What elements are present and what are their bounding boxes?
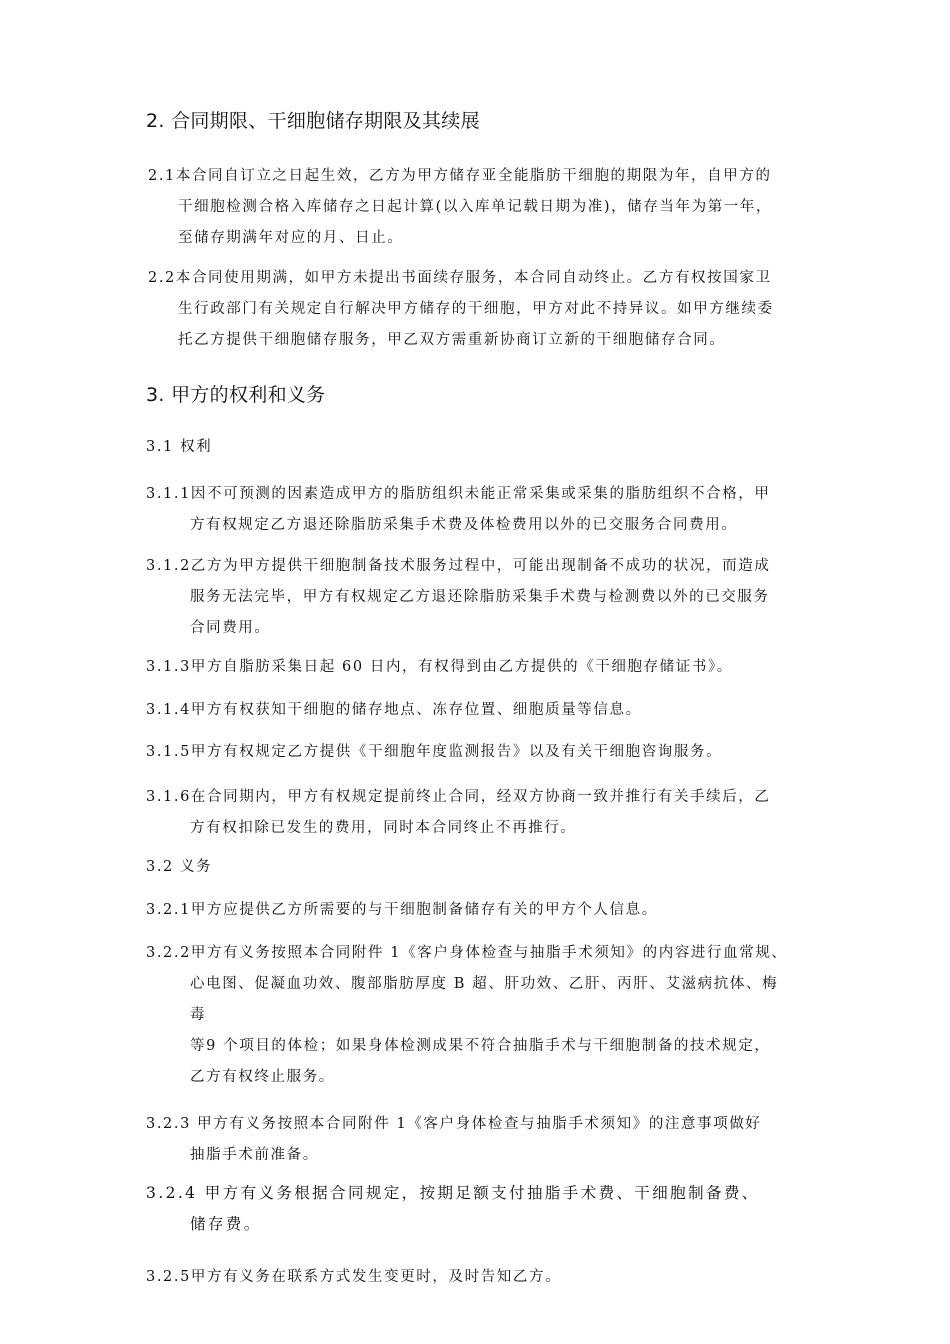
section-3-heading: 3. 甲方的权利和义务	[146, 384, 326, 406]
clause-3-2-2-line-5: 乙方有权终止服务。	[190, 1069, 335, 1085]
clause-2-2-line-2: 生行政部门有关规定自行解决甲方储存的干细胞，甲方对此不持异议。如甲方继续委	[178, 301, 774, 317]
clause-3-2-1: 3.2.1甲方应提供乙方所需要的与干细胞制备储存有关的甲方个人信息。	[146, 902, 658, 918]
clause-3-1-3: 3.1.3甲方自脂肪采集日起 60 日内，有权得到由乙方提供的《干细胞存储证书》。	[146, 659, 733, 675]
clause-3-2-2-line-4: 等9 个项目的体检；如果身体检测成果不符合抽脂手术与干细胞制备的技术规定，	[190, 1038, 771, 1054]
clause-3-1-2	[146, 551, 771, 644]
clause-3-1-6-line-2: 方有权扣除已发生的费用，同时本合同终止不再推行。	[190, 820, 577, 836]
clause-3-2-4-line-2: 储存费。	[190, 1215, 262, 1233]
clause-2-1	[148, 161, 772, 254]
section-2-heading: 2. 合同期限、干细胞储存期限及其续展	[146, 110, 480, 132]
clause-3-1-5: 3.1.5甲方有权规定乙方提供《干细胞年度监测报告》以及有关干细胞咨询服务。	[146, 744, 723, 760]
clause-2-2	[148, 263, 774, 356]
clause-2-2-line-1: 2.2本合同使用期满，如甲方未提出书面续存服务，本合同自动终止。乙方有权按国家卫	[148, 270, 772, 286]
clause-3-2-4	[146, 1178, 760, 1240]
clause-3-1-4: 3.1.4甲方有权获知干细胞的储存地点、冻存位置、细胞质量等信息。	[146, 702, 642, 718]
clause-3-1-1-line-1: 3.1.1因不可预测的因素造成甲方的脂肪组织未能正常采集或采集的脂肪组织不合格，甲	[146, 486, 771, 502]
clause-3-1-1-line-2: 方有权规定乙方退还除脂肪采集手术费及体检费用以外的已交服务合同费用。	[190, 517, 738, 533]
clause-3-2-4-line-1: 3.2.4 甲方有义务根据合同规定，按期足额支付抽脂手术费、干细胞制备费、	[146, 1184, 760, 1202]
clause-3-2-2-line-3: 毒	[190, 1007, 207, 1023]
clause-3-1-2-line-3: 合同费用。	[190, 620, 271, 636]
clause-3-1-6	[146, 782, 771, 844]
clause-3-2-5: 3.2.5甲方有义务在联系方式发生变更时，及时告知乙方。	[146, 1269, 562, 1285]
clause-2-2-line-3: 托乙方提供干细胞储存服务，甲乙双方需重新协商订立新的干细胞储存合同。	[178, 332, 726, 348]
clause-2-1-line-1: 2.1本合同自订立之日起生效，乙方为甲方储存亚全能脂肪干细胞的期限为年，自甲方的	[148, 168, 772, 184]
clause-3-2-2-line-1: 3.2.2甲方有义务按照本合同附件 1《客户身体检查与抽脂手术须知》的内容进行血常规、	[146, 945, 788, 961]
subsection-3-1: 3.1 权利	[146, 439, 213, 455]
clause-3-1-6-line-1: 3.1.6在合同期内，甲方有权规定提前终止合同，经双方协商一致并推行有关手续后，乙	[146, 789, 771, 805]
clause-3-1-2-line-1: 3.1.2乙方为甲方提供干细胞制备技术服务过程中，可能出现制备不成功的状况，而造成	[146, 558, 771, 574]
clause-3-2-2	[146, 938, 788, 1093]
clause-3-2-3	[146, 1109, 762, 1171]
clause-3-2-3-line-2: 抽脂手术前准备。	[190, 1147, 319, 1163]
subsection-3-2: 3.2 义务	[146, 859, 213, 875]
clause-3-1-2-line-2: 服务无法完毕，甲方有权规定乙方退还除脂肪采集手术费与检测费以外的已交服务	[190, 589, 770, 605]
clause-3-1-1	[146, 479, 771, 541]
clause-3-2-3-line-1: 3.2.3 甲方有义务按照本合同附件 1《客户身体检查与抽脂手术须知》的注意事项做好	[146, 1116, 762, 1132]
clause-3-2-2-line-2: 心电图、促凝血功效、腹部脂肪厚度 B 超、肝功效、乙肝、丙肝、艾滋病抗体、梅	[190, 976, 779, 992]
clause-2-1-line-3: 至储存期满年对应的月、日止。	[178, 230, 404, 246]
clause-2-1-line-2: 干细胞检测合格入库储存之日起计算(以入库单记载日期为准)，储存当年为第一年，	[178, 199, 773, 215]
